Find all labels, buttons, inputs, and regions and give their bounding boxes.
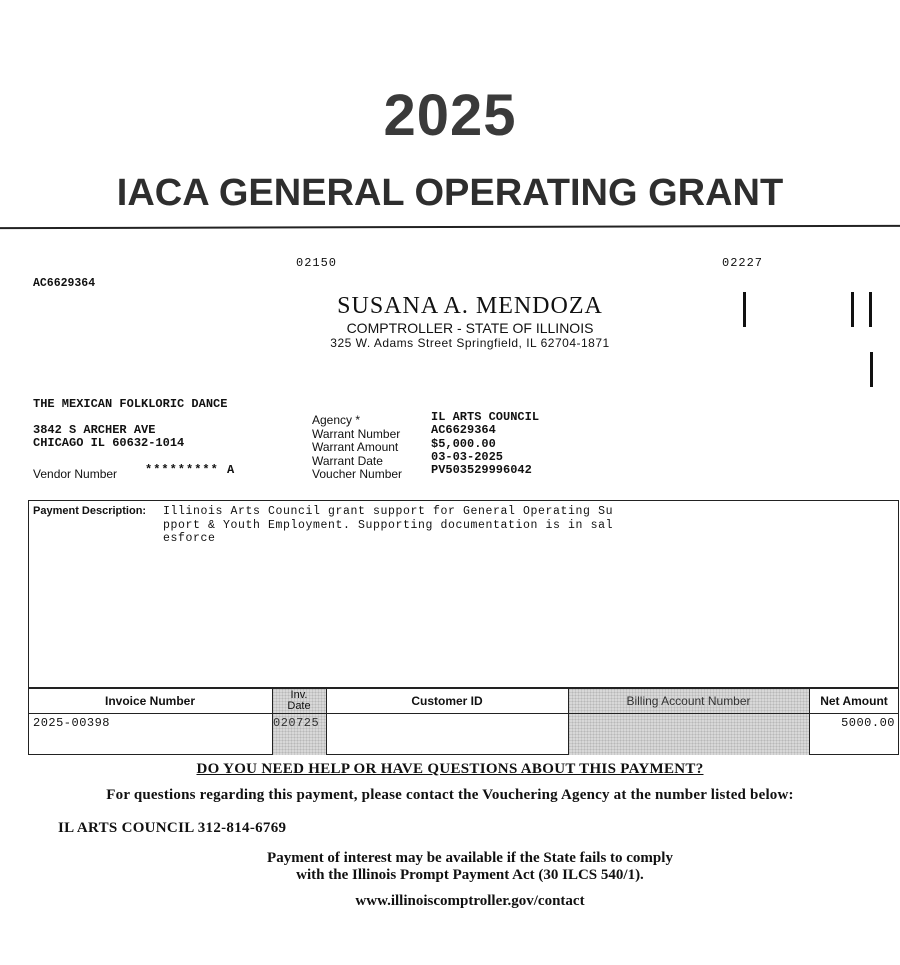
warrant-number-label: Warrant Number bbox=[312, 426, 401, 441]
agency-value: IL ARTS COUNCIL bbox=[431, 410, 540, 424]
warrant-id-top: AC6629364 bbox=[33, 277, 96, 290]
payee-name: THE MEXICAN FOLKLORIC DANCE bbox=[33, 397, 228, 411]
details-values bbox=[431, 411, 539, 477]
contact-url[interactable]: www.illinoiscomptroller.gov/contact bbox=[355, 893, 585, 909]
mark-bar bbox=[743, 292, 746, 327]
column-separator bbox=[568, 688, 569, 755]
vendor-number-label: Vendor Number bbox=[33, 467, 118, 481]
cell-invoice-number: 2025-00398 bbox=[33, 716, 111, 730]
voucher-number-label: Voucher Number bbox=[312, 467, 403, 481]
header-billing-account: Billing Account Number bbox=[568, 688, 809, 714]
warrant-amount-value: $5,000.00 bbox=[431, 436, 496, 451]
details-labels bbox=[312, 414, 402, 482]
top-divider bbox=[0, 225, 900, 229]
header-inv-date: Inv. Date bbox=[272, 688, 326, 714]
payee-address-line2: CHICAGO IL 60632-1014 bbox=[33, 436, 185, 450]
payment-description-text: Illinois Arts Council grant support for General Operating Su pport & Youth Employment. Supporting documentation is in sal esforce bbox=[163, 505, 614, 545]
help-instructions: For questions regarding this payment, please contact the Vouchering Agency at the number listed below: bbox=[106, 787, 794, 803]
comptroller-address: 325 W. Adams Street Springfield, IL 62704-1871 bbox=[330, 336, 610, 350]
agency-label: Agency * bbox=[312, 413, 361, 427]
comptroller-name: SUSANA A. MENDOZA bbox=[337, 293, 603, 319]
agency-contact: IL ARTS COUNCIL 312-814-6769 bbox=[58, 820, 287, 836]
cell-net-amount: 5000.00 bbox=[841, 716, 895, 730]
mark-bar bbox=[851, 292, 854, 327]
interest-notice: Payment of interest may be available if the State fails to comply with the Illinois Prompt Payment Act (30 ILCS 540/1). bbox=[267, 850, 673, 883]
comptroller-title: COMPTROLLER - STATE OF ILLINOIS bbox=[346, 320, 594, 336]
help-question: DO YOU NEED HELP OR HAVE QUESTIONS ABOUT THIS PAYMENT? bbox=[196, 761, 704, 777]
warrant-date-label: Warrant Date bbox=[312, 453, 383, 468]
header-invoice-number: Invoice Number bbox=[28, 688, 272, 714]
column-separator bbox=[326, 688, 327, 755]
vendor-number-value: ********* A bbox=[145, 463, 236, 477]
document-year-heading: 2025 bbox=[383, 83, 517, 148]
mark-bar bbox=[869, 292, 872, 327]
warrant-amount-label: Warrant Amount bbox=[312, 440, 399, 454]
voucher-number-value: PV503529996042 bbox=[431, 463, 532, 478]
mark-bar bbox=[870, 352, 873, 387]
payee-address-line1: 3842 S ARCHER AVE bbox=[33, 423, 156, 437]
warrant-number-value: AC6629364 bbox=[431, 423, 496, 438]
header-net-amount: Net Amount bbox=[809, 688, 899, 714]
header-customer-id: Customer ID bbox=[326, 688, 568, 714]
code-left: 02150 bbox=[296, 256, 338, 270]
code-right: 02227 bbox=[722, 256, 764, 270]
warrant-date-value: 03-03-2025 bbox=[431, 449, 504, 464]
payment-description-label: Payment Description: bbox=[33, 505, 147, 517]
cell-inv-date: 020725 bbox=[273, 716, 320, 730]
document-title-heading: IACA GENERAL OPERATING GRANT bbox=[116, 172, 784, 214]
